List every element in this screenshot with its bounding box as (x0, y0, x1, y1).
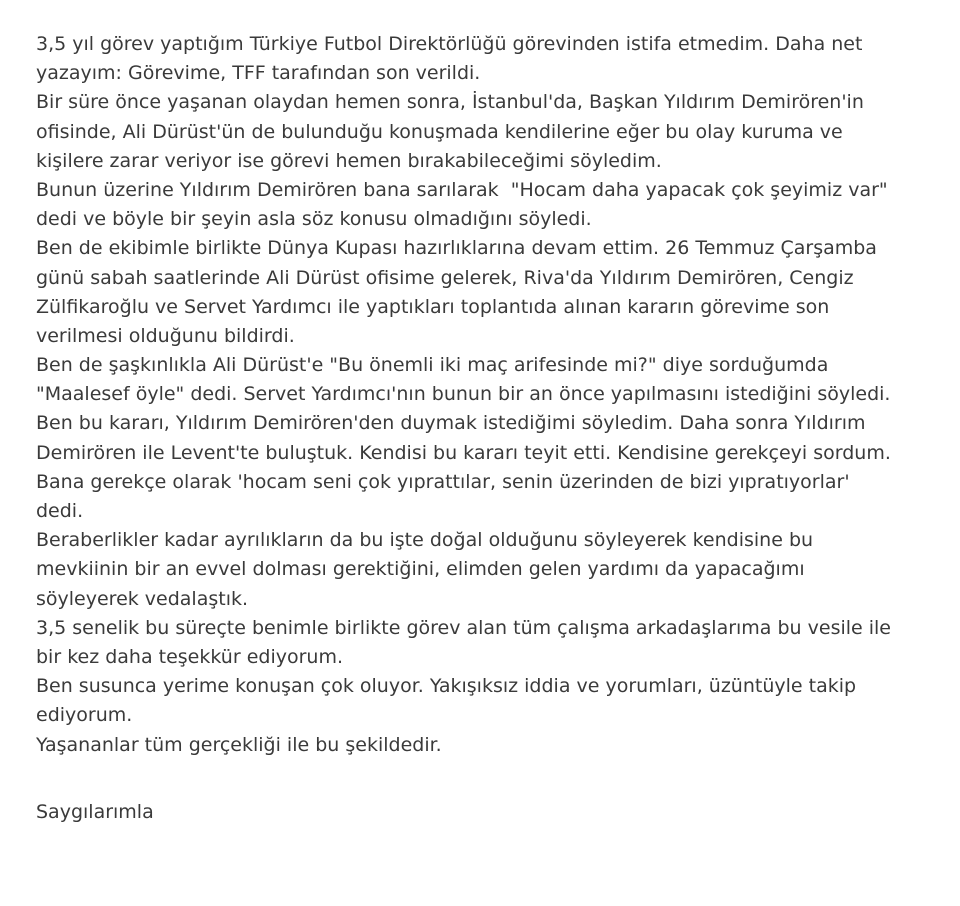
text-line: yazayım: Görevime, TFF tarafından son verildi. (36, 62, 481, 85)
text-line: Bana gerekçe olarak 'hocam seni çok yıprattılar, senin üzerinden de bizi yıpratıyorlar' (36, 470, 850, 493)
text-line: Zülfikaroğlu ve Servet Yardımcı ile yaptıkları toplantıda alınan kararın görevime son (36, 295, 830, 318)
text-line: Bunun üzerine Yıldırım Demirören bana sarılarak "Hocam daha yapacak çok şeyimiz var" (36, 178, 888, 201)
text-line: Bir süre önce yaşanan olaydan hemen sonra, İstanbul'da, Başkan Yıldırım Demirören'in (36, 91, 864, 114)
text-line: Ben bu kararı, Yıldırım Demirören'den duymak istediğimi söyledim. Daha sonra Yıldırım (36, 412, 866, 435)
text-line: mevkiinin bir an evvel dolması gerektiğini, elimden gelen yardımı da yapacağımı (36, 558, 805, 581)
text-line: kişilere zarar veriyor ise görevi hemen bırakabileceğimi söyledim. (36, 149, 662, 172)
text-line: dedi. (36, 500, 84, 522)
text-line: 3,5 senelik bu süreçte benimle birlikte görev alan tüm çalışma arkadaşlarıma bu vesile ile (36, 616, 891, 639)
text-line: 3,5 yıl görev yaptığım Türkiye Futbol Direktörlüğü görevinden istifa etmedim. Daha net (36, 33, 863, 55)
text-line: Demirören ile Levent'te buluştuk. Kendisi bu kararı teyit etti. Kendisine gerekçeyi sordum. (36, 441, 891, 464)
closing-salutation: Saygılarımla (36, 800, 154, 823)
text-line: verilmesi olduğunu bildirdi. (36, 324, 295, 347)
text-line: söyleyerek vedalaştık. (36, 587, 249, 610)
paragraph-gap (36, 760, 936, 798)
text-line: ediyorum. (36, 704, 133, 727)
text-line: bir kez daha teşekkür ediyorum. (36, 645, 343, 668)
text-line: Yaşananlar tüm gerçekliği ile bu şekildedir. (36, 733, 442, 756)
text-line: Ben de ekibimle birlikte Dünya Kupası hazırlıklarına devam ettim. 26 Temmuz Çarşamba (36, 237, 877, 260)
text-line: Beraberlikler kadar ayrılıkların da bu işte doğal olduğunu söyleyerek kendisine bu (36, 529, 814, 552)
text-line: günü sabah saatlerinde Ali Dürüst ofisime gelerek, Riva'da Yıldırım Demirören, Cengiz (36, 266, 854, 289)
text-line: Ben susunca yerime konuşan çok oluyor. Yakışıksız iddia ve yorumları, üzüntüyle takip (36, 675, 857, 698)
text-line: "Maalesef öyle" dedi. Servet Yardımcı'nın bunun bir an önce yapılmasını istediğini söyledi. (36, 383, 891, 406)
statement-document (36, 30, 936, 827)
text-line: dedi ve böyle bir şeyin asla söz konusu olmadığını söyledi. (36, 208, 592, 231)
text-line: ofisinde, Ali Dürüst'ün de bulunduğu konuşmada kendilerine eğer bu olay kuruma ve (36, 120, 843, 143)
text-line: Ben de şaşkınlıkla Ali Dürüst'e "Bu önemli iki maç arifesinde mi?" diye sorduğumda (36, 354, 829, 377)
